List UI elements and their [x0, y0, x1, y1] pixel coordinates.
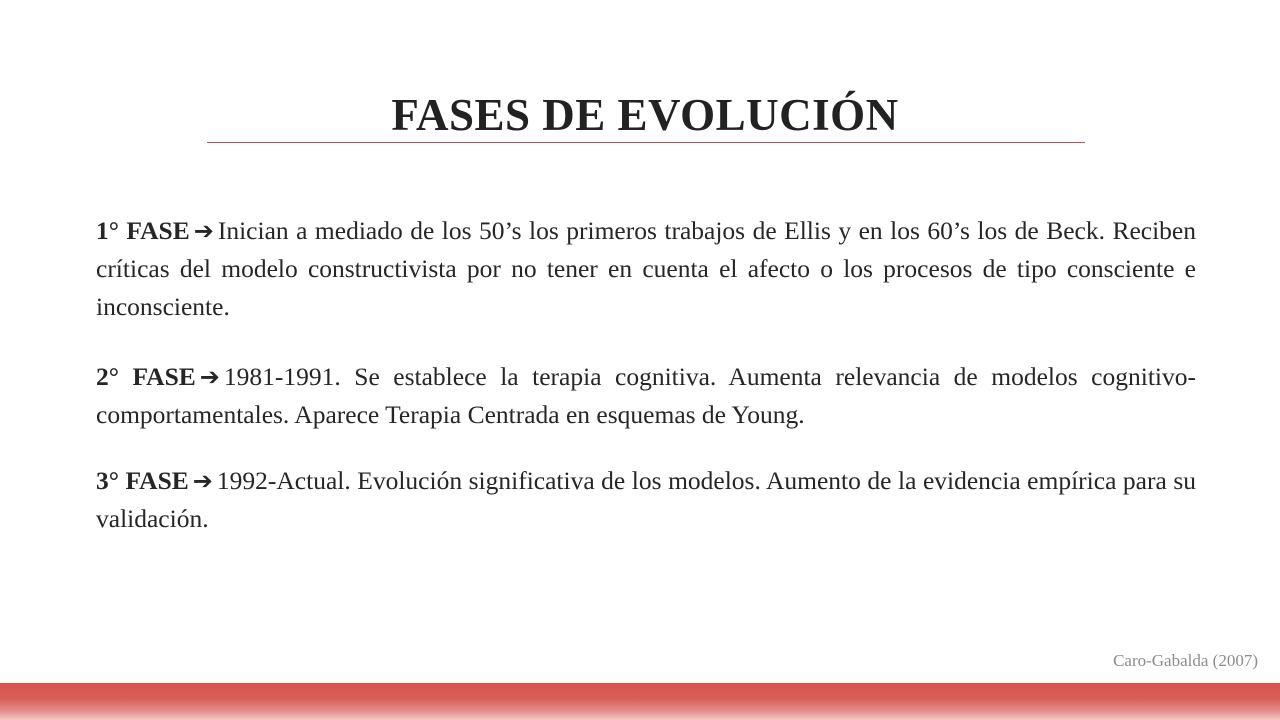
phase-text-1: Inician a mediado de los 50’s los primeros trabajos de Ellis y en los 60’s los de Beck. Reciben críticas del modelo constructivista por no tener en cuenta el afecto o los procesos de tipo consciente e inconsciente.: [96, 216, 1196, 321]
right-arrow-icon: ➔: [193, 217, 214, 245]
footer-bar: [0, 683, 1280, 720]
citation: Caro-Gabalda (2007): [1113, 651, 1258, 670]
phase-text-2: 1981-1991. Se establece la terapia cognitiva. Aumenta relevancia de modelos cognitivo-comportamentales. Aparece Terapia Centrada en esquemas de Young.: [96, 362, 1196, 429]
phase-paragraph-3: [96, 462, 1196, 538]
phase-label-2: 2° FASE: [96, 362, 196, 391]
right-arrow-icon: ➔: [192, 467, 213, 495]
right-arrow-icon: ➔: [199, 363, 220, 391]
title-underline: [207, 142, 1085, 143]
phases-content: [96, 212, 1196, 538]
phase-paragraph-1: [96, 212, 1196, 326]
slide-title: FASES DE EVOLUCIÓN: [391, 90, 899, 140]
phase-label-1: 1° FASE: [96, 216, 190, 245]
phase-text-3: 1992-Actual. Evolución significativa de los modelos. Aumento de la evidencia empírica para su validación.: [96, 466, 1196, 533]
phase-paragraph-2: [96, 358, 1196, 434]
phase-label-3: 3° FASE: [96, 466, 189, 495]
